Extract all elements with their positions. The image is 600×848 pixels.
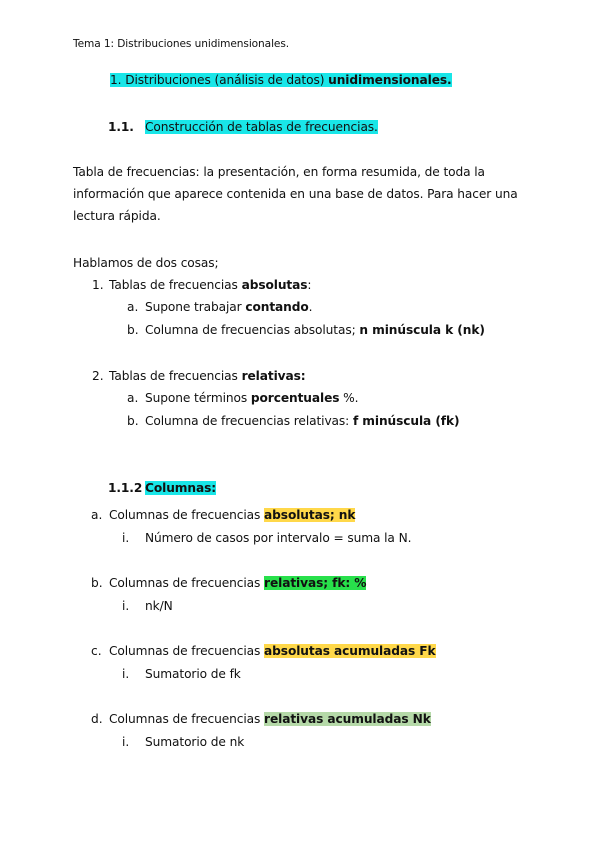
column-marker: b.	[91, 576, 103, 590]
heading-1-1-2-number: 1.1.2	[108, 481, 143, 495]
column-sub-marker: i.	[122, 531, 130, 545]
column-sub-item: Sumatorio de nk	[145, 735, 245, 749]
heading-1	[110, 72, 452, 88]
sublist-marker: b.	[127, 323, 139, 337]
heading-1-text: Distribuciones (análisis de datos)	[125, 73, 329, 87]
sublist-item: Columna de frecuencias relativas: f minúscula (fk)	[145, 414, 460, 428]
list-marker: 1.	[92, 278, 104, 292]
sublist-marker: a.	[127, 300, 139, 314]
sublist-marker: b.	[127, 414, 139, 428]
list-marker: 2.	[92, 369, 104, 383]
column-sub-marker: i.	[122, 735, 130, 749]
column-sub-marker: i.	[122, 599, 130, 613]
paragraph-line: lectura rápida.	[73, 209, 161, 223]
column-item-relativas: Columnas de frecuencias relativas; fk: %	[109, 576, 367, 590]
column-sub-item: nk/N	[145, 599, 173, 613]
column-sub-item: Sumatorio de fk	[145, 667, 241, 681]
column-marker: a.	[91, 508, 103, 522]
column-marker: c.	[91, 644, 102, 658]
sublist-marker: a.	[127, 391, 139, 405]
heading-1-1: Construcción de tablas de frecuencias.	[145, 120, 378, 134]
intro-text: Hablamos de dos cosas;	[73, 256, 219, 270]
column-item-absolutas-acumuladas: Columnas de frecuencias absolutas acumuladas Fk	[109, 644, 436, 658]
heading-1-1-number: 1.1.	[108, 120, 134, 134]
list-item-absolutas: Tablas de frecuencias absolutas:	[109, 278, 312, 292]
column-sub-item: Número de casos por intervalo = suma la N.	[145, 531, 412, 545]
column-sub-marker: i.	[122, 667, 130, 681]
column-marker: d.	[91, 712, 103, 726]
heading-1-1-2: Columnas:	[145, 481, 216, 495]
heading-1-bold: unidimensionales.	[328, 73, 452, 87]
list-item-relativas: Tablas de frecuencias relativas:	[109, 369, 306, 383]
column-item-absolutas: Columnas de frecuencias absolutas; nk	[109, 508, 356, 522]
column-item-relativas-acumuladas: Columnas de frecuencias relativas acumuladas Nk	[109, 712, 431, 726]
sublist-item: Columna de frecuencias absolutas; n minúscula k (nk)	[145, 323, 485, 337]
paragraph-line: información que aparece contenida en una base de datos. Para hacer una	[73, 187, 518, 201]
sublist-item: Supone términos porcentuales %.	[145, 391, 359, 405]
page-header: Tema 1: Distribuciones unidimensionales.	[73, 38, 290, 50]
sublist-item: Supone trabajar contando.	[145, 300, 313, 314]
paragraph-line: Tabla de frecuencias: la presentación, en forma resumida, de toda la	[73, 165, 485, 179]
heading-1-number: 1.	[110, 73, 122, 87]
